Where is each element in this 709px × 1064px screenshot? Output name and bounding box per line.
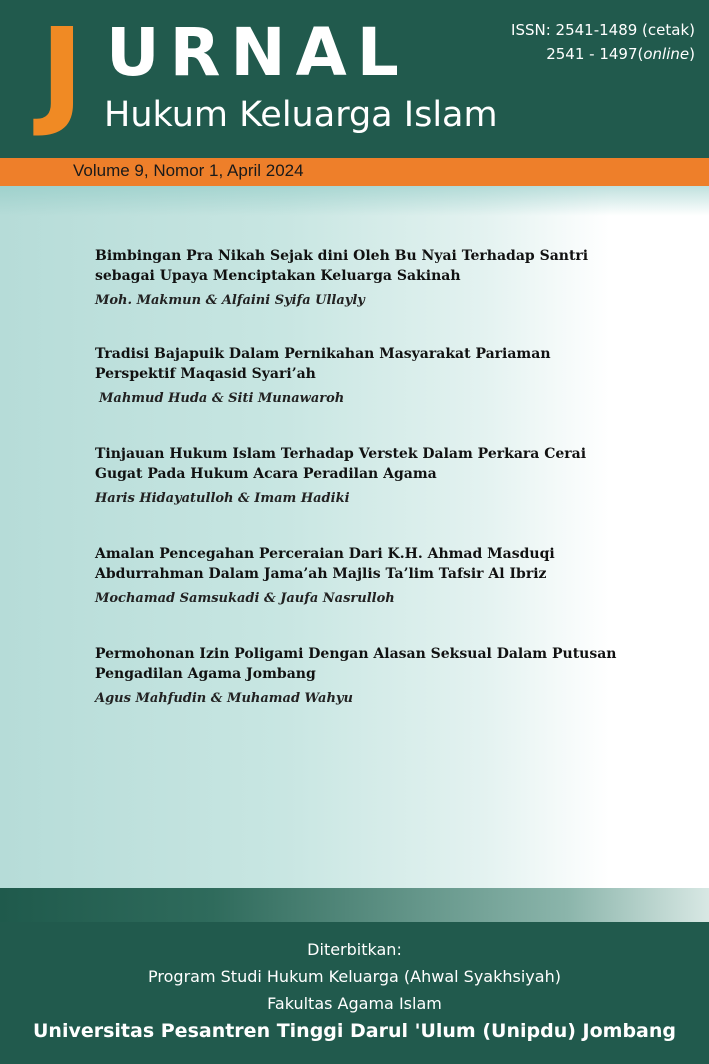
article-entry [95, 246, 625, 310]
issn-online-number: 2541 - 1497( [546, 45, 644, 63]
issn-online-word: online [643, 45, 690, 63]
contents-area [0, 186, 709, 888]
journal-subtitle: Hukum Keluarga Islam [104, 95, 498, 135]
article-authors: Mochamad Samsukadi & Jaufa Nasrulloh [95, 591, 395, 606]
article-title: Permohonan Izin Poligami Dengan Alasan Seksual Dalam Putusan Pengadilan Agama Jombang [95, 646, 617, 682]
cover-header [0, 0, 709, 158]
article-entry [95, 544, 625, 608]
publisher-footer [0, 922, 709, 1064]
article-authors: Moh. Makmun & Alfaini Syifa Ullayly [95, 293, 365, 308]
faculty-name: Fakultas Agama Islam [267, 994, 442, 1013]
issn-block [511, 18, 695, 66]
university-name: Universitas Pesantren Tinggi Darul 'Ulum (Unipdu) Jombang [33, 1020, 676, 1042]
study-program: Program Studi Hukum Keluarga (Ahwal Syakhsiyah) [148, 967, 561, 986]
article-entry [95, 644, 625, 708]
article-authors: Agus Mahfudin & Muhamad Wahyu [95, 691, 353, 706]
volume-label: Volume 9, Nomor 1, April 2024 [73, 161, 304, 180]
volume-bar [0, 158, 709, 186]
content-shade [0, 186, 709, 216]
article-title: Tradisi Bajapuik Dalam Pernikahan Masyarakat Pariaman Perspektif Maqasid Syari’ah [95, 346, 551, 382]
article-entry [95, 344, 625, 408]
article-title: Bimbingan Pra Nikah Sejak dini Oleh Bu Nyai Terhadap Santri sebagai Upaya Menciptakan Keluarga Sakinah [95, 248, 589, 284]
article-title: Tinjauan Hukum Islam Terhadap Verstek Dalam Perkara Cerai Gugat Pada Hukum Acara Peradilan Agama [95, 446, 587, 482]
bottom-gradient-band [0, 888, 709, 922]
logo-initial: J [40, 2, 84, 140]
issn-print: ISSN: 2541-1489 (cetak) [511, 21, 695, 39]
article-authors: Mahmud Huda & Siti Munawaroh [99, 391, 345, 406]
issn-online-close: ) [689, 45, 695, 63]
article-entry [95, 444, 625, 508]
article-authors: Haris Hidayatulloh & Imam Hadiki [95, 491, 350, 506]
published-label: Diterbitkan: [307, 940, 402, 959]
logo-title: URNAL [106, 14, 409, 91]
issn-online [511, 42, 695, 66]
article-title: Amalan Pencegahan Perceraian Dari K.H. Ahmad Masduqi Abdurrahman Dalam Jama’ah Majlis Ta’lim Tafsir Al Ibriz [95, 546, 555, 582]
